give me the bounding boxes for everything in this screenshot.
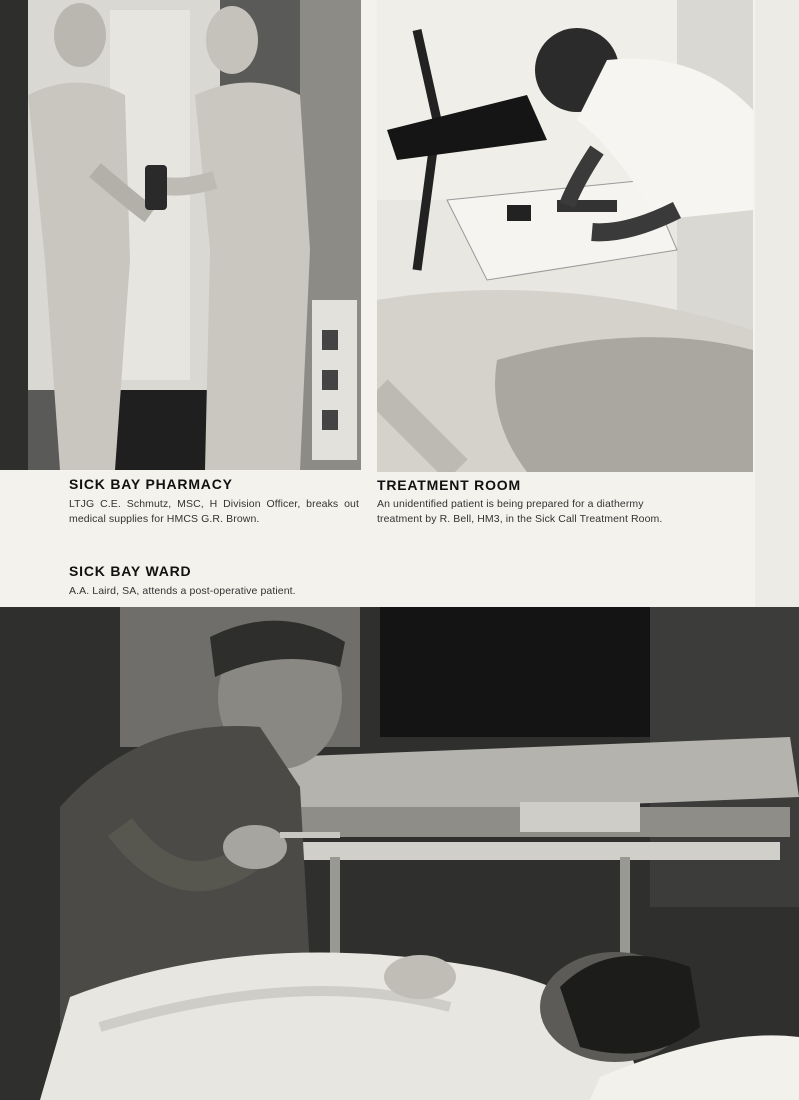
treatment-photo (377, 0, 753, 472)
page-edge (755, 0, 799, 607)
pharmacy-caption: LTJG C.E. Schmutz, MSC, H Division Officer, breaks out medical supplies for HMCS G.R. Brown. (69, 498, 359, 525)
ward-heading: SICK BAY WARD (69, 563, 192, 579)
treatment-heading: TREATMENT ROOM (377, 477, 521, 493)
ward-photo (0, 607, 799, 1100)
pharmacy-heading: SICK BAY PHARMACY (69, 476, 233, 492)
ward-caption: A.A. Laird, SA, attends a post-operative patient. (69, 585, 296, 597)
treatment-caption: An unidentified patient is being prepared for a diathermy treatment by R. Bell, HM3, in the Sick Call Treatment Room. (377, 498, 663, 525)
pharmacy-photo (0, 0, 361, 470)
